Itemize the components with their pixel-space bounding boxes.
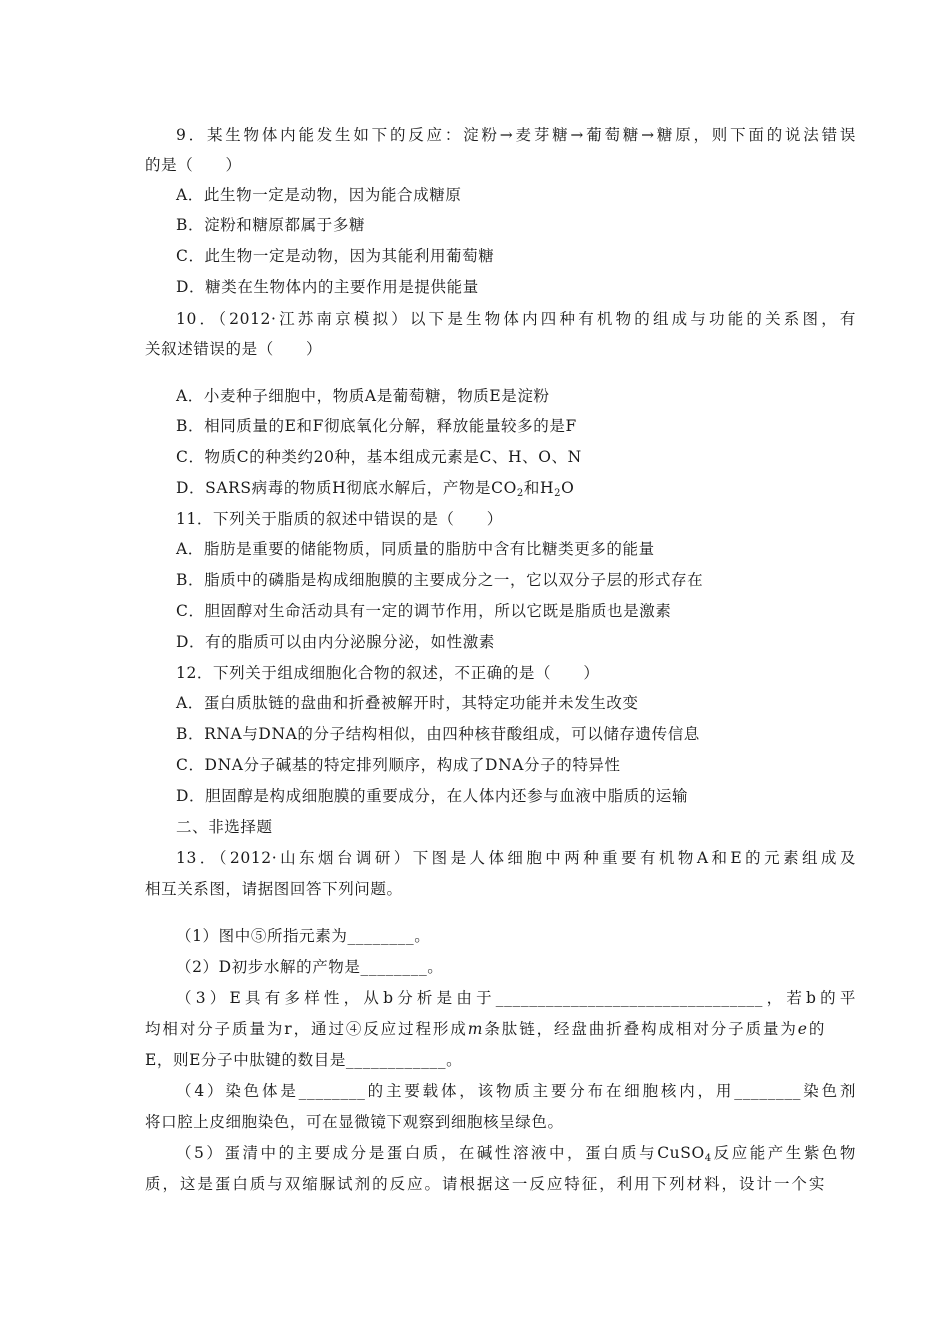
q9-option-c: C．此生物一定是动物，因为其能利用葡萄糖	[176, 247, 495, 265]
q13-stem-line2: 相互关系图，请据图回答下列问题。	[145, 880, 403, 898]
q11-option-a: A．脂肪是重要的储能物质，同质量的脂肪中含有比糖类更多的能量	[176, 540, 655, 558]
q11-option-d: D．有的脂质可以由内分泌腺分泌，如性激素	[176, 633, 495, 651]
q9-stem-line1: 9．某生物体内能发生如下的反应：淀粉→麦芽糖→葡萄糖→糖原，则下面的说法错误	[176, 126, 856, 144]
q12-option-b: B．RNA与DNA的分子结构相似，由四种核苷酸组成，可以储存遗传信息	[176, 725, 700, 743]
section-heading: 二、非选择题	[176, 818, 273, 836]
q9-option-a: A．此生物一定是动物，因为能合成糖原	[176, 186, 462, 204]
q10-option-a: A．小麦种子细胞中，物质A是葡萄糖，物质E是淀粉	[176, 387, 550, 405]
q10-stem-line2: 关叙述错误的是（ ）	[145, 340, 323, 358]
q10-option-b: B．相同质量的E和F彻底氧化分解，释放能量较多的是F	[176, 417, 577, 435]
q9-stem-line2: 的是（ ）	[145, 156, 242, 174]
q10-stem-line1: 10．（2012·江苏南京模拟）以下是生物体内四种有机物的组成与功能的关系图，有	[176, 310, 856, 328]
q13-part3-line1: （3）E具有多样性，从b分析是由于________________________________，若b的平	[176, 989, 856, 1007]
q13-stem-line1: 13．（2012·山东烟台调研）下图是人体细胞中两种重要有机物A和E的元素组成及	[176, 849, 856, 867]
q13-part4-line2: 将口腔上皮细胞染色，可在显微镜下观察到细胞核呈绿色。	[145, 1113, 564, 1131]
q9-option-d: D．糖类在生物体内的主要作用是提供能量	[176, 278, 479, 296]
q13-part4-line1: （4）染色体是________的主要载体，该物质主要分布在细胞核内，用________染色剂	[176, 1082, 856, 1100]
q11-stem: 11．下列关于脂质的叙述中错误的是（ ）	[176, 510, 503, 528]
q13-part5-line2: 质，这是蛋白质与双缩脲试剂的反应。请根据这一反应特征，利用下列材料，设计一个实	[145, 1175, 825, 1193]
q12-option-c: C．DNA分子碱基的特定排列顺序，构成了DNA分子的特异性	[176, 756, 621, 774]
q13-part2: （2）D初步水解的产物是________。	[176, 958, 444, 976]
q11-option-c: C．胆固醇对生命活动具有一定的调节作用，所以它既是脂质也是激素	[176, 602, 672, 620]
q11-option-b: B．脂质中的磷脂是构成细胞膜的主要成分之一，它以双分子层的形式存在	[176, 571, 704, 589]
q10-option-c: C．物质C的种类约20种，基本组成元素是C、H、O、N	[176, 448, 582, 466]
q10-option-d: D．SARS病毒的物质H彻底水解后，产物是$CO_2$和$H_2O$	[176, 479, 575, 499]
q12-option-d: D．胆固醇是构成细胞膜的重要成分，在人体内还参与血液中脂质的运输	[176, 787, 689, 805]
q12-option-a: A．蛋白质肽链的盘曲和折叠被解开时，其特定功能并未发生改变	[176, 694, 639, 712]
q13-part5-line1: （5）蛋清中的主要成分是蛋白质，在碱性溶液中，蛋白质与CuSO$_4$反应能产生紫色物	[176, 1144, 856, 1164]
q13-part1: （1）图中⑤所指元素为________。	[176, 927, 431, 945]
q9-option-b: B．淀粉和糖原都属于多糖	[176, 216, 366, 234]
q13-part3-line3: E，则E分子中肽键的数目是____________。	[145, 1051, 463, 1069]
q12-stem: 12．下列关于组成细胞化合物的叙述，不正确的是（ ）	[176, 664, 600, 682]
q13-part3-line2: 均相对分子质量为r，通过④反应过程形成m条肽链，经盘曲折叠构成相对分子质量为e的	[145, 1020, 825, 1038]
